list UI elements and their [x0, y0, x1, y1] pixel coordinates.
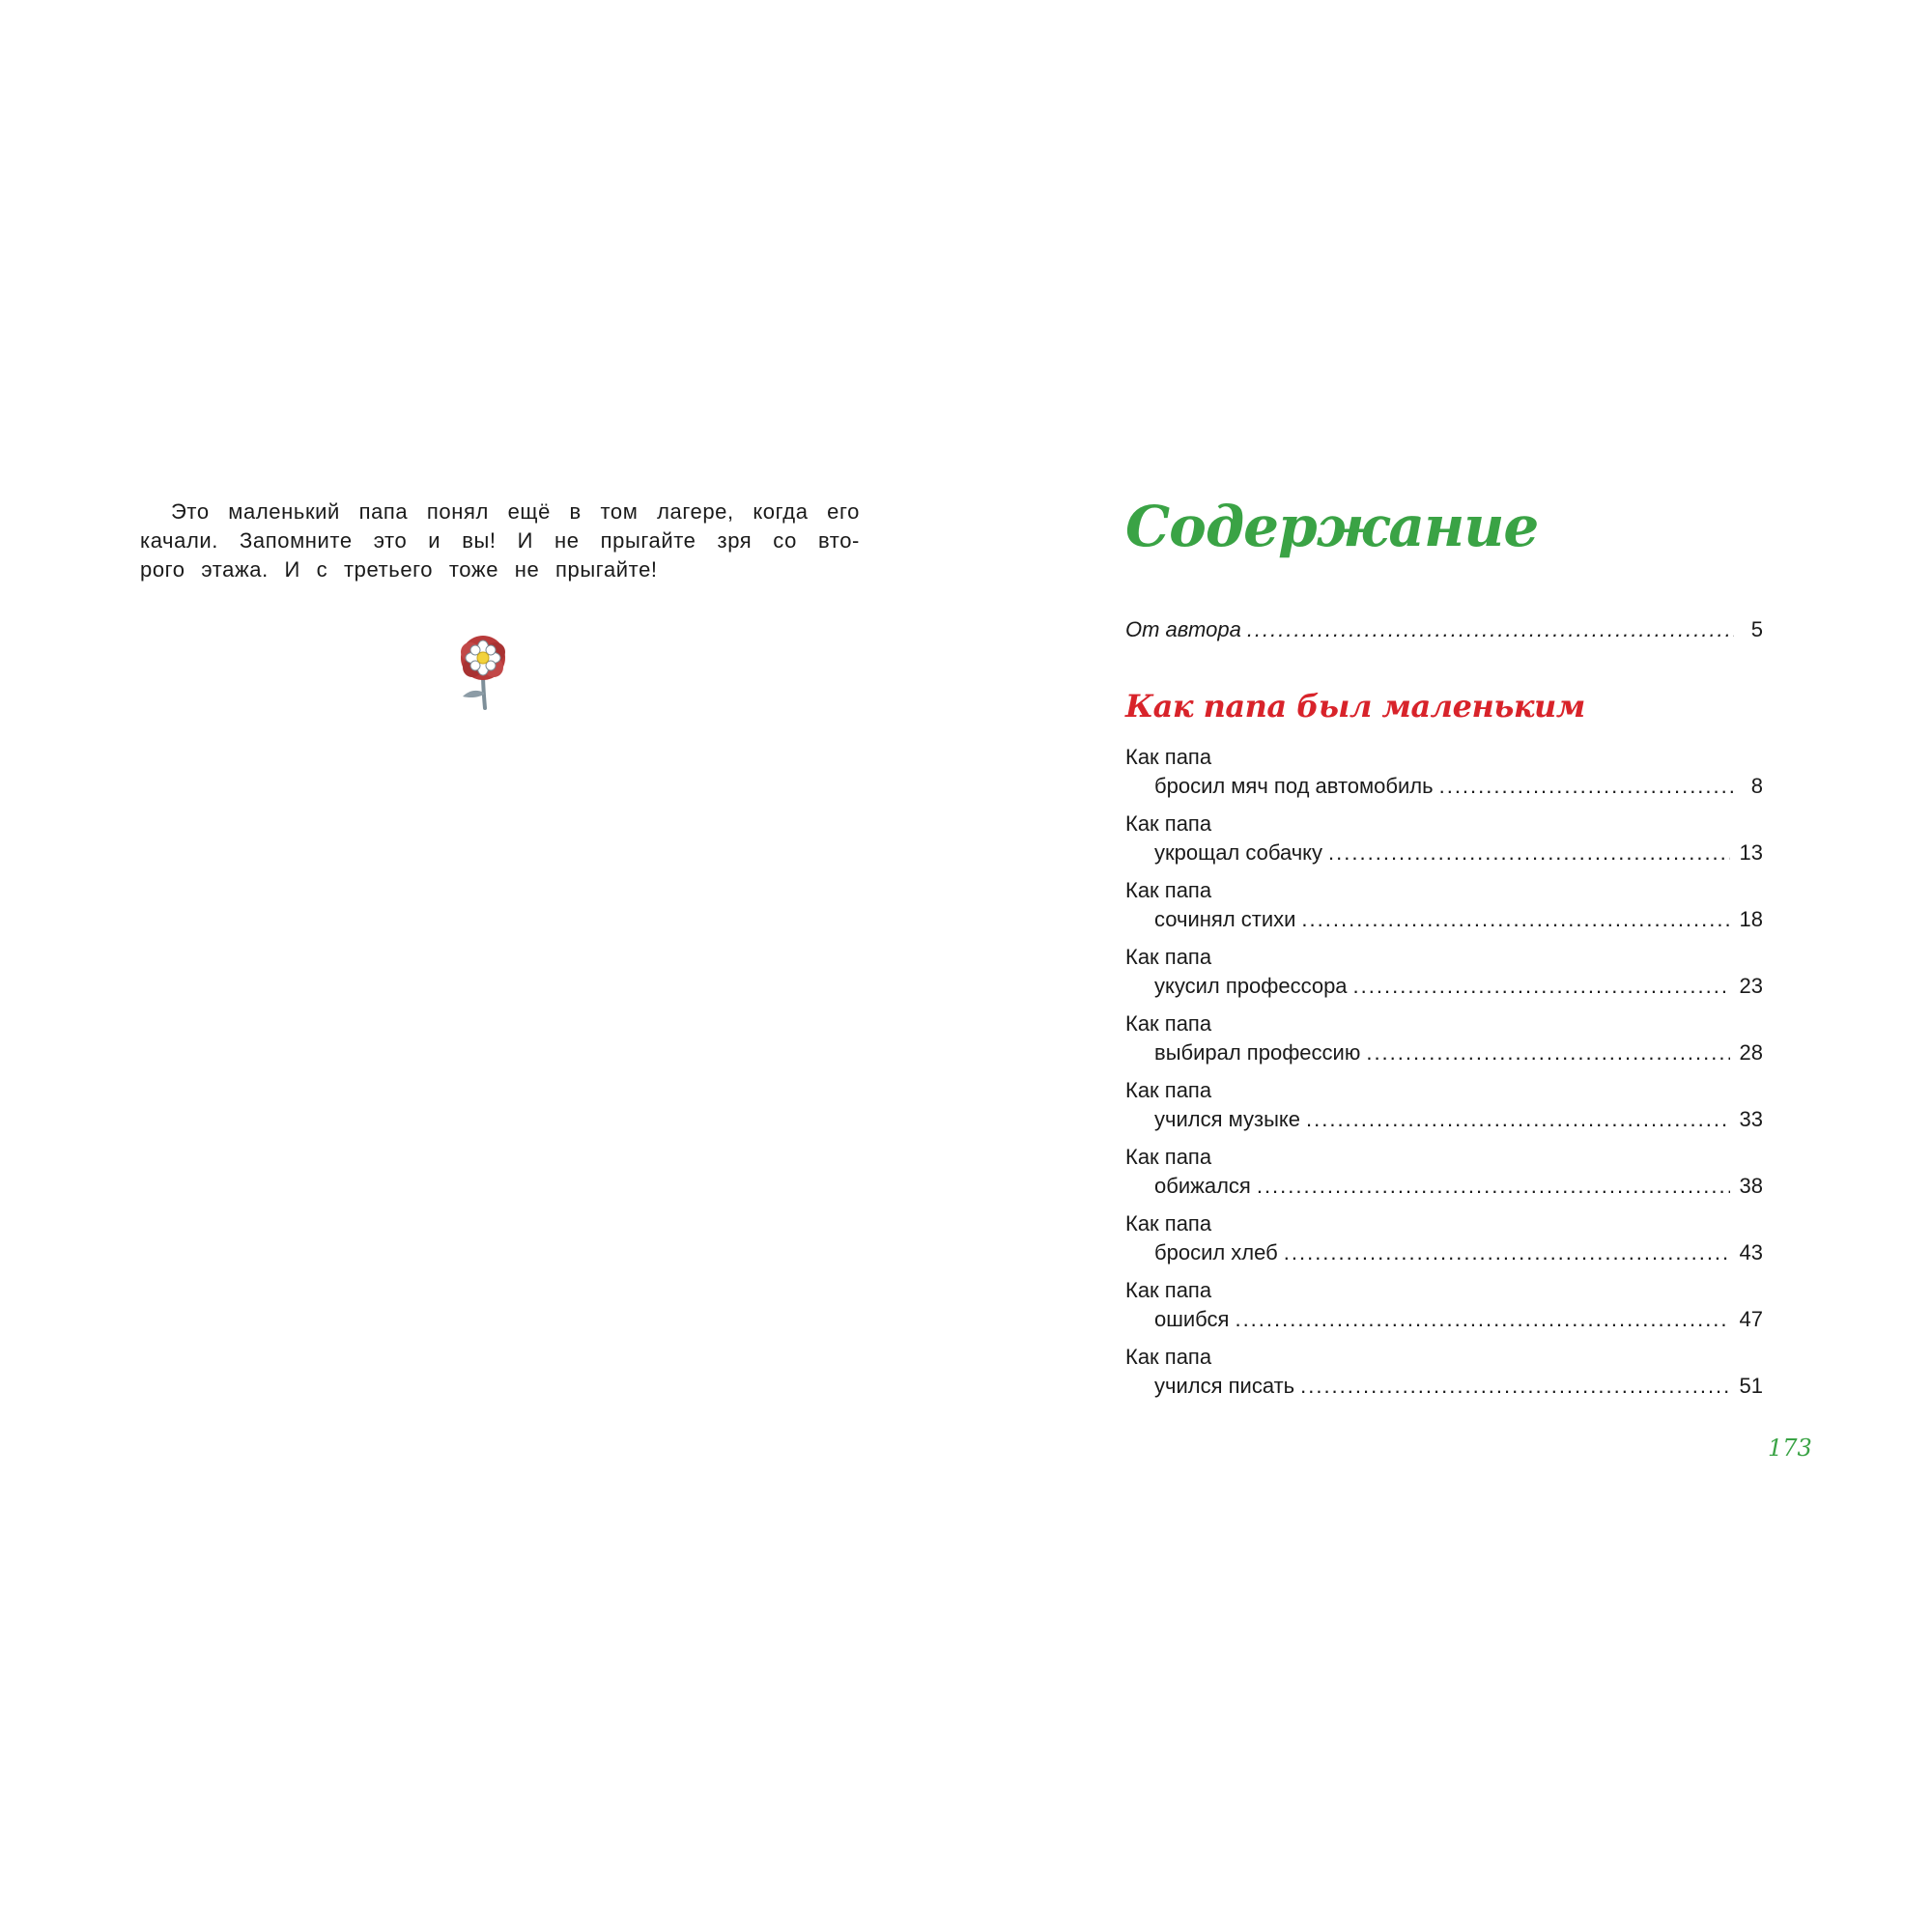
toc-entry: [1125, 1143, 1763, 1201]
toc-dot-leader: [1235, 1305, 1729, 1334]
toc-entry: [1125, 1076, 1763, 1134]
body-line: качали. Запомните это и вы! И не прыгайте зря со вто-: [140, 528, 860, 553]
toc-entry-head: Как папа: [1125, 1345, 1212, 1369]
toc-dot-leader: [1328, 838, 1729, 867]
toc-entry-label: укрощал собачку: [1154, 840, 1323, 865]
toc-entry-head: Как папа: [1125, 1078, 1212, 1102]
toc-entry-label: учился писать: [1154, 1374, 1295, 1398]
toc-entry-page: 18: [1739, 907, 1763, 931]
toc-entry-label: ошибся: [1154, 1307, 1230, 1331]
toc-entry: [1125, 943, 1763, 1001]
toc-dot-leader: [1439, 772, 1734, 801]
toc-entry-page: 28: [1739, 1040, 1763, 1065]
toc-entry-page: 47: [1739, 1307, 1763, 1331]
toc-entry: [1125, 1009, 1763, 1067]
toc-entry-page: 38: [1739, 1174, 1763, 1198]
toc-entry-label: учился музыке: [1154, 1107, 1300, 1131]
toc-entry-label: укусил профессора: [1154, 974, 1348, 998]
toc-entry-intro: [1125, 615, 1763, 644]
toc-dot-leader: [1247, 615, 1734, 644]
toc-entry-label: выбирал профессию: [1154, 1040, 1361, 1065]
flower-icon: [449, 633, 517, 710]
toc-entry-label: От автора: [1125, 617, 1241, 641]
toc-entry-label: бросил мяч под автомобиль: [1154, 774, 1434, 798]
toc-entry-head: Как папа: [1125, 1011, 1212, 1036]
toc-entry-label: бросил хлеб: [1154, 1240, 1278, 1264]
toc-dot-leader: [1366, 1038, 1729, 1067]
toc-entry: [1125, 1276, 1763, 1334]
table-of-contents: [1125, 488, 1763, 1409]
toc-entry-page: 23: [1739, 974, 1763, 998]
body-line: Это маленький папа понял ещё в том лагере, когда его: [171, 499, 860, 524]
left-page-text: [140, 497, 860, 584]
toc-entry-page: 13: [1739, 840, 1763, 865]
toc-entry-page: 51: [1739, 1374, 1763, 1398]
toc-entry-head: Как папа: [1125, 811, 1212, 836]
toc-entry: [1125, 743, 1763, 801]
toc-entry-head: Как папа: [1125, 1278, 1212, 1302]
toc-entry-page: 5: [1750, 617, 1763, 641]
toc-dot-leader: [1284, 1238, 1730, 1267]
toc-entry: [1125, 1209, 1763, 1267]
toc-entry-page: 43: [1739, 1240, 1763, 1264]
toc-entry-head: Как папа: [1125, 745, 1212, 769]
toc-entry-head: Как папа: [1125, 878, 1212, 902]
body-line: рого этажа. И с третьего тоже не прыгайте!: [140, 557, 658, 582]
toc-entry: [1125, 876, 1763, 934]
toc-dot-leader: [1257, 1172, 1730, 1201]
toc-entry-page: 8: [1750, 774, 1763, 798]
toc-entry-page: 33: [1739, 1107, 1763, 1131]
toc-entry-label: обижался: [1154, 1174, 1251, 1198]
toc-entry: [1125, 1343, 1763, 1401]
toc-title: Содержание: [1125, 494, 1539, 559]
toc-entry-head: Как папа: [1125, 1145, 1212, 1169]
toc-entry: [1125, 810, 1763, 867]
toc-entry-label: сочинял стихи: [1154, 907, 1296, 931]
toc-dot-leader: [1306, 1105, 1730, 1134]
section-title: Как папа был маленьким: [1125, 688, 1585, 724]
toc-dot-leader: [1353, 972, 1730, 1001]
toc-dot-leader: [1300, 1372, 1729, 1401]
toc-entry-head: Как папа: [1125, 945, 1212, 969]
toc-entry-head: Как папа: [1125, 1211, 1212, 1236]
toc-dot-leader: [1301, 905, 1729, 934]
page-number: 173: [1768, 1435, 1812, 1462]
